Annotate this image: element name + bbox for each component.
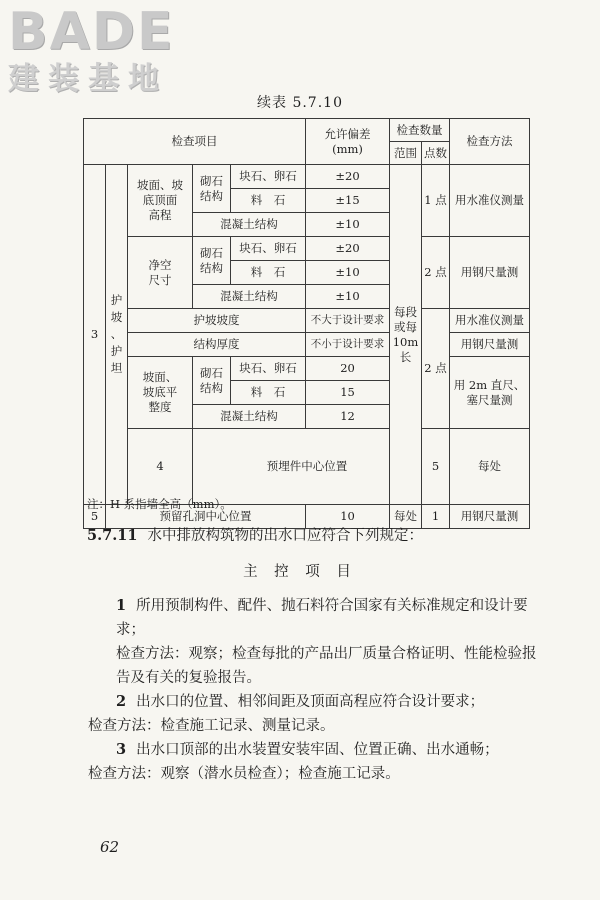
- logo-subtitle: 建装基地: [8, 61, 168, 97]
- logo-wordmark: BADE: [8, 2, 175, 62]
- tolerance-cell: 不大于设计要求: [306, 309, 390, 333]
- block-stone-label: 块石、卵石: [231, 237, 306, 261]
- thickness-label: 结构厚度: [128, 333, 306, 357]
- points-cell: 2 点: [422, 237, 450, 309]
- masonry-label: 砌石 结构: [193, 237, 231, 285]
- item-check: 检查方法：观察；检查每批的产品出厂质量合格证明、性能检验报告及有关的复验报告。: [116, 646, 537, 686]
- item-check: 检查方法：检查施工记录、测量记录。: [88, 718, 335, 734]
- clause-number: 5.7.11: [87, 527, 138, 544]
- method-cell: 用钢尺量测: [450, 505, 530, 529]
- header-method: 检查方法: [450, 119, 530, 165]
- row-number-3: 3: [84, 165, 106, 505]
- points-cell: 1 点: [422, 165, 450, 237]
- subgroup-flatness: 坡面、 坡底平 整度: [128, 357, 193, 429]
- method-cell: 用水准仪测量: [450, 165, 530, 237]
- tolerance-cell: 10: [306, 505, 390, 529]
- row-item: 预埋件中心位置: [193, 429, 422, 505]
- dressed-stone-label: 料 石: [231, 261, 306, 285]
- dressed-stone-label: 料 石: [231, 189, 306, 213]
- slope-ratio-label: 护坡坡度: [128, 309, 306, 333]
- dressed-stone-label: 料 石: [231, 381, 306, 405]
- tolerance-cell: 20: [306, 357, 390, 381]
- header-item: 检查项目: [84, 119, 306, 165]
- concrete-label: 混凝土结构: [193, 405, 306, 429]
- tolerance-cell: ±10: [306, 261, 390, 285]
- header-range: 范围: [390, 142, 422, 165]
- block-stone-label: 块石、卵石: [231, 357, 306, 381]
- subgroup-clearance: 净空 尺寸: [128, 237, 193, 309]
- row-item: 预留孔洞中心位置: [106, 505, 306, 529]
- tolerance-cell: 15: [306, 381, 390, 405]
- block-stone-label: 块石、卵石: [231, 165, 306, 189]
- points-cell: 2 点: [422, 309, 450, 429]
- range-cell: 每处: [450, 429, 530, 505]
- inspection-table: [83, 118, 530, 529]
- page-number: 62: [100, 838, 120, 856]
- table-title: 续表 5.7.10: [257, 95, 343, 111]
- item-number: 1: [116, 597, 127, 614]
- concrete-label: 混凝土结构: [193, 213, 306, 237]
- tolerance-cell: ±20: [306, 237, 390, 261]
- tolerance-cell: 12: [306, 405, 390, 429]
- tolerance-cell: ±15: [306, 189, 390, 213]
- clause-text: 水中排放构筑物的出水口应符合下列规定：: [147, 528, 423, 544]
- points-cell: 1: [422, 505, 450, 529]
- concrete-label: 混凝土结构: [193, 285, 306, 309]
- subgroup-elevation: 坡面、坡 底顶面 高程: [128, 165, 193, 237]
- header-tolerance: 允许偏差 (mm): [306, 119, 390, 165]
- method-cell: 用钢尺量测: [450, 237, 530, 309]
- tolerance-cell: ±10: [306, 213, 390, 237]
- header-points: 点数: [422, 142, 450, 165]
- method-cell: 用钢尺量测: [450, 333, 530, 357]
- item-number: 2: [116, 693, 127, 710]
- method-cell: 用水准仪测量: [450, 309, 530, 333]
- range-cell: 每处: [390, 505, 422, 529]
- section-heading: 主 控 项 目: [243, 564, 357, 580]
- masonry-label: 砌石 结构: [193, 165, 231, 213]
- item-3: [88, 738, 540, 786]
- group-name: 护 坡 、 护 坦: [106, 165, 128, 505]
- clause-heading: [87, 524, 423, 545]
- tolerance-cell: 5: [422, 429, 450, 505]
- item-2: [88, 690, 540, 738]
- row-number-4: 4: [128, 429, 193, 505]
- item-number: 3: [116, 741, 127, 758]
- method-cell: 用 2m 直尺、 塞尺量测: [450, 357, 530, 429]
- masonry-label: 砌石 结构: [193, 357, 231, 405]
- tolerance-cell: ±20: [306, 165, 390, 189]
- header-quantity: 检查数量: [390, 119, 450, 142]
- tolerance-cell: 不小于设计要求: [306, 333, 390, 357]
- brand-logo: [8, 4, 175, 96]
- table-note: 注：H 系指墙全高（mm）。: [87, 497, 232, 511]
- range-cell: 每段 或每 10m 长: [390, 165, 422, 505]
- item-text: 出水口的位置、相邻间距及顶面高程应符合设计要求；: [136, 694, 485, 710]
- row-number-5: 5: [84, 505, 106, 529]
- item-1: [88, 594, 540, 690]
- item-check: 检查方法：观察（潜水员检查）；检查施工记录。: [88, 766, 400, 782]
- item-text: 出水口顶部的出水装置安装牢固、位置正确、出水通畅；: [136, 742, 499, 758]
- tolerance-cell: ±10: [306, 285, 390, 309]
- item-text: 所用预制构件、配件、抛石料符合国家有关标准规定和设计要求；: [116, 598, 528, 638]
